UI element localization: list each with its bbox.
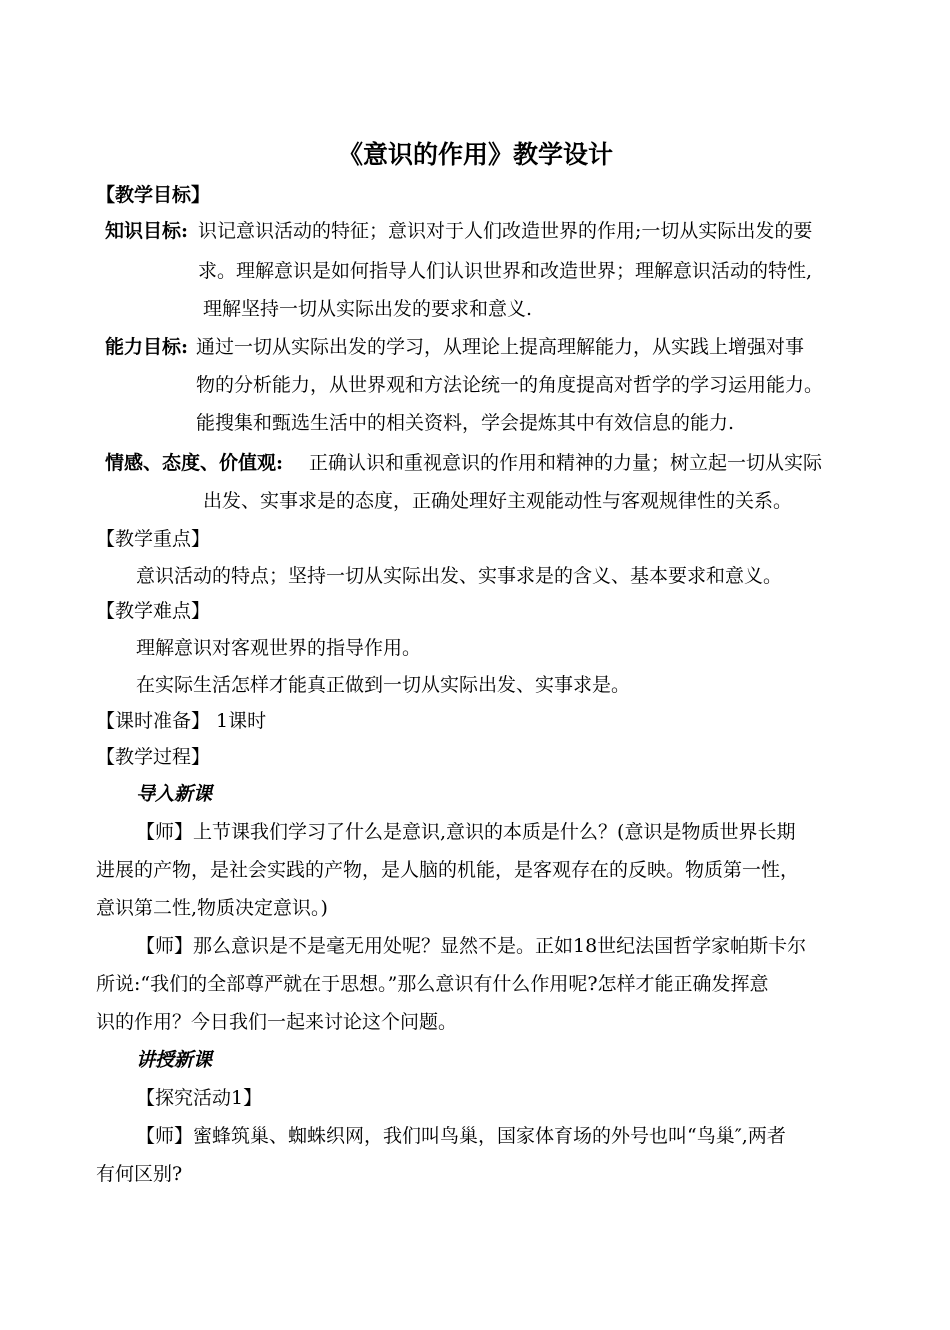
emotion-goal-line: 正确认识和重视意识的作用和精神的力量；树立起一切从实际 — [309, 452, 823, 474]
document-title: 《意识的作用》教学设计 — [338, 140, 614, 169]
difficulty-line: 理解意识对客观世界的指导作用。 — [136, 637, 422, 659]
paragraph-line: 进展的产物，是社会实践的产物，是人脑的机能，是客观存在的反映。物质第一性， — [96, 859, 800, 881]
section-heading-difficulties: 【教学难点】 — [96, 600, 211, 622]
knowledge-goal-line: 求。理解意识是如何指导人们认识世界和改造世界；理解意识活动的特性, — [198, 260, 813, 282]
paragraph-line: 识的作用？今日我们一起来讨论这个问题。 — [96, 1011, 458, 1033]
paragraph-line: 有何区别? — [96, 1163, 183, 1185]
ability-goal-line: 能搜集和甄选生活中的相关资料，学会提炼其中有效信息的能力. — [196, 412, 735, 434]
activity-label: 【探究活动1】 — [136, 1087, 263, 1109]
teach-heading: 讲授新课 — [136, 1049, 213, 1071]
key-points-text: 意识活动的特点；坚持一切从实际出发、实事求是的含义、基本要求和意义。 — [136, 565, 783, 587]
knowledge-goal-line: 理解坚持一切从实际出发的要求和意义. — [203, 298, 533, 320]
knowledge-goal-line: 识记意识活动的特征；意识对于人们改造世界的作用;一切从实际出发的要 — [198, 220, 813, 242]
ability-goal-line: 物的分析能力，从世界观和方法论统一的角度提高对哲学的学习运用能力。 — [196, 374, 824, 396]
difficulty-line: 在实际生活怎样才能真正做到一切从实际出发、实事求是。 — [136, 674, 631, 696]
intro-heading: 导入新课 — [136, 783, 213, 805]
class-prep: 【课时准备】 1课时 — [96, 710, 267, 732]
section-heading-process: 【教学过程】 — [96, 746, 211, 768]
paragraph-line: 【师】那么意识是不是毫无用处呢？显然不是。正如18世纪法国哲学家帕斯卡尔 — [136, 935, 807, 957]
paragraph-line: 意识第二性,物质决定意识。) — [96, 897, 328, 919]
paragraph-line: 【师】上节课我们学习了什么是意识,意识的本质是什么？(意识是物质世界长期 — [136, 821, 796, 843]
ability-goal-line: 通过一切从实际出发的学习，从理论上提高理解能力，从实践上增强对事 — [196, 336, 805, 358]
ability-goal-label: 能力目标: — [105, 336, 189, 358]
emotion-goal-label: 情感、态度、价值观: — [105, 452, 284, 474]
emotion-goal-line: 出发、实事求是的态度，正确处理好主观能动性与客观规律性的关系。 — [203, 490, 793, 512]
section-heading-goals: 【教学目标】 — [96, 184, 211, 206]
section-heading-key-points: 【教学重点】 — [96, 528, 211, 550]
knowledge-goal-label: 知识目标: — [105, 220, 189, 242]
paragraph-line: 【师】蜜蜂筑巢、蜘蛛织网，我们叫鸟巢，国家体育场的外号也叫“鸟巢″,两者 — [136, 1125, 786, 1147]
paragraph-line: 所说:“我们的全部尊严就在于思想。”那么意识有什么作用呢?怎样才能正确发挥意 — [96, 973, 769, 995]
